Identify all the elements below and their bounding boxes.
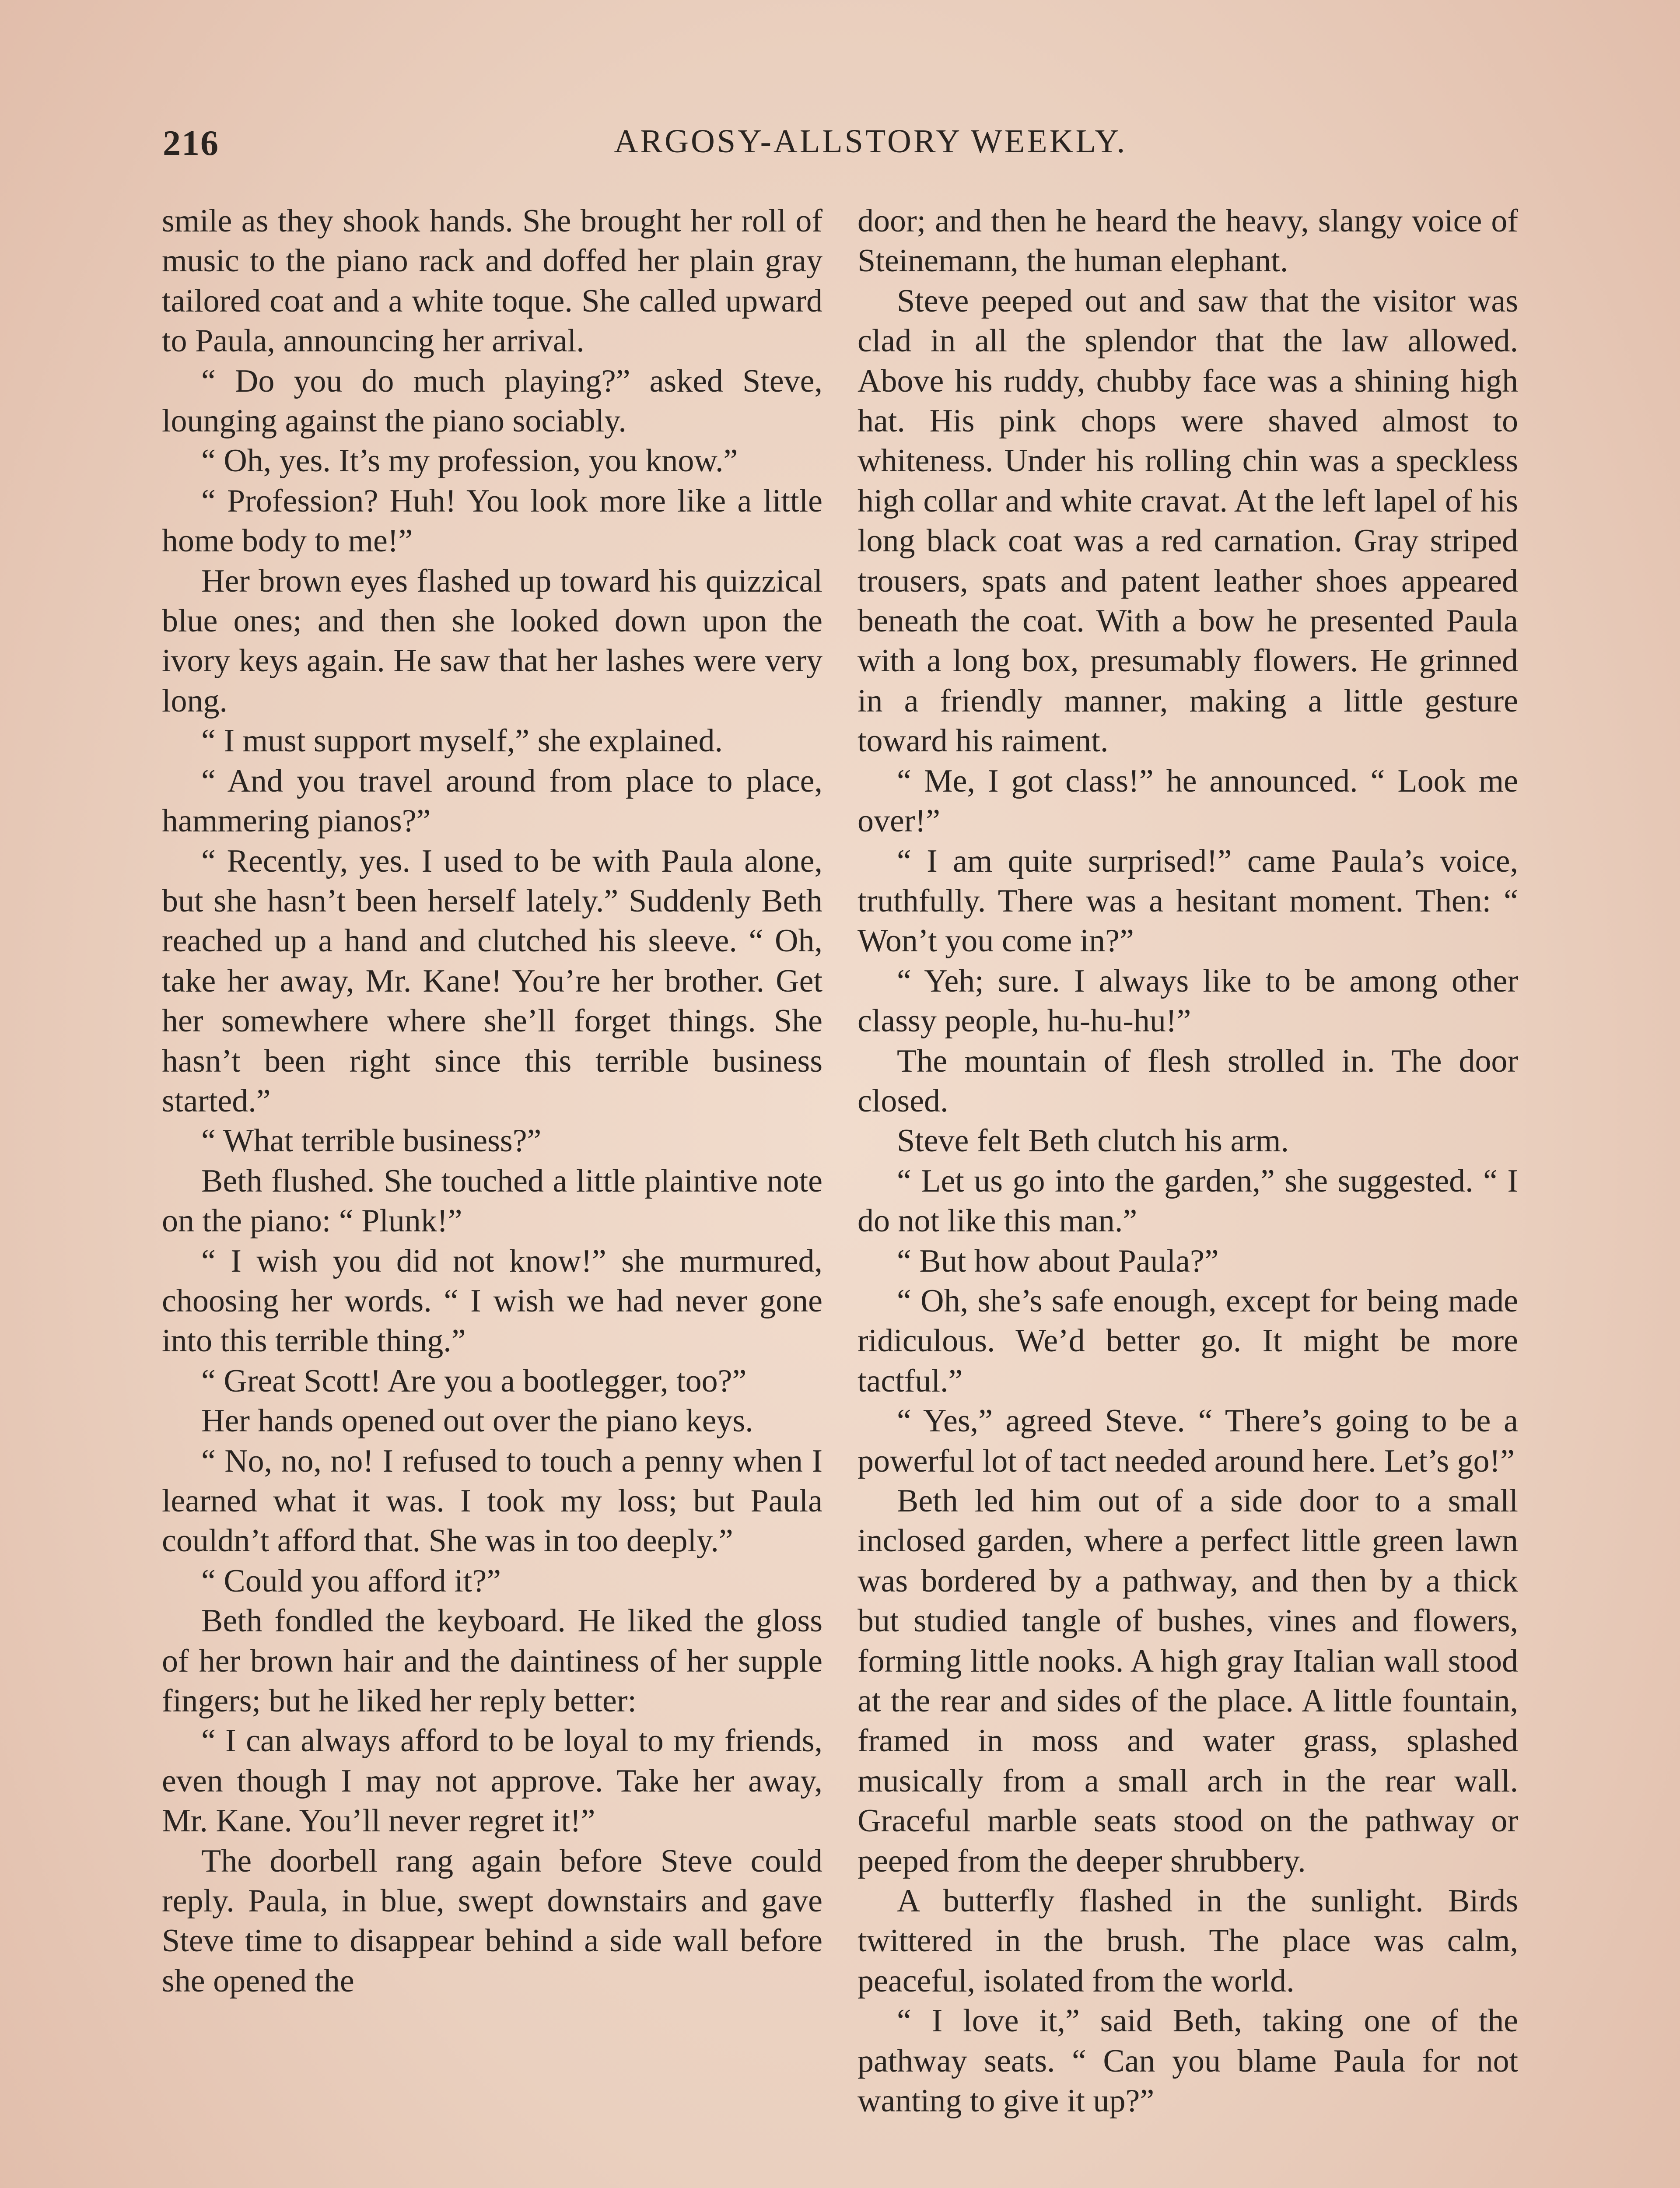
- paragraph: Beth led him out of a side door to a small inclosed garden, where a perfect little green lawn was bordered by a pathway, and then by a thick but studied tangle of bushes, vines and flowers, forming little nooks. A high gray Italian wall stood at the rear and sides of the place. A little fountain, framed in moss and water grass, splashed musically from a small arch in the rear wall. Graceful marble seats stood on the pathway or peeped from the deeper shrubbery.: [858, 1483, 1518, 1879]
- paragraph: “ Recently, yes. I used to be with Paula alone, but she hasn’t been herself lately.” Suddenly Beth reached up a hand and clutched his sleeve. “ Oh, take her away, Mr. Kane! You’re her brother. Get her somewhere where she’ll forget things. She hasn’t been right since this terrible business started.”: [162, 843, 822, 1119]
- paragraph: door; and then he heard the heavy, slangy voice of Steinemann, the human elephant.: [858, 203, 1518, 279]
- paragraph: The mountain of flesh strolled in. The door closed.: [858, 1043, 1518, 1119]
- paragraph: “ I wish you did not know!” she murmured, choosing her words. “ I wish we had never gone into this terrible thing.”: [162, 1243, 822, 1359]
- paragraph: “ Great Scott! Are you a bootlegger, too?”: [201, 1363, 747, 1399]
- paragraph: “ But how about Paula?”: [897, 1243, 1219, 1279]
- paragraph: A butterfly flashed in the sunlight. Birds twittered in the brush. The place was calm, peaceful, isolated from the world.: [858, 1883, 1518, 1999]
- right-column: [858, 201, 1518, 2121]
- paragraph: “ Oh, yes. It’s my profession, you know.”: [201, 443, 738, 479]
- paragraph: “ I can always afford to be loyal to my friends, even though I may not approve. Take her away, Mr. Kane. You’ll never regret it!”: [162, 1723, 822, 1839]
- paragraph: “ I am quite surprised!” came Paula’s voice, truthfully. There was a hesitant moment. Then: “ Won’t you come in?”: [858, 843, 1518, 959]
- running-title: ARGOSY-ALLSTORY WEEKLY.: [614, 123, 1127, 160]
- paragraph: Beth fondled the keyboard. He liked the gloss of her brown hair and the daintiness of her supple fingers; but he liked her reply better:: [162, 1603, 822, 1719]
- left-column: [162, 201, 822, 2001]
- paragraph: “ Oh, she’s safe enough, except for being made ridiculous. We’d better go. It might be more tactful.”: [858, 1283, 1518, 1399]
- paragraph: Steve peeped out and saw that the visitor was clad in all the splendor that the law allowed. Above his ruddy, chubby face was a shining high hat. His pink chops were shaved almost to whiteness. Under his rolling chin was a speckless high collar and white cravat. At the left lapel of his long black coat was a red carnation. Gray striped trousers, spats and patent leather shoes appeared beneath the coat. With a bow he presented Paula with a long box, presumably flowers. He grinned in a friendly manner, making a little gesture toward his raiment.: [858, 283, 1518, 759]
- paragraph: smile as they shook hands. She brought her roll of music to the piano rack and doffed her plain gray tailored coat and a white toque. She called upward to Paula, announcing her arrival.: [162, 203, 822, 359]
- page-number: 216: [163, 123, 219, 163]
- page-header: [163, 123, 1517, 175]
- paragraph: “ Profession? Huh! You look more like a little home body to me!”: [162, 483, 822, 559]
- paragraph: “ Yes,” agreed Steve. “ There’s going to be a powerful lot of tact needed around here. Let’s go!”: [858, 1403, 1518, 1479]
- paragraph: Her hands opened out over the piano keys.: [201, 1403, 753, 1439]
- paragraph: “ Let us go into the garden,” she suggested. “ I do not like this man.”: [858, 1163, 1518, 1239]
- paragraph: “ Me, I got class!” he announced. “ Look me over!”: [858, 763, 1518, 839]
- paragraph: “ Could you afford it?”: [201, 1563, 501, 1599]
- paragraph: “ I must support myself,” she explained.: [201, 723, 723, 759]
- paragraph: “ No, no, no! I refused to touch a penny when I learned what it was. I took my loss; but Paula couldn’t afford that. She was in too deeply.”: [162, 1443, 822, 1559]
- paragraph: Her brown eyes flashed up toward his quizzical blue ones; and then she looked down upon the ivory keys again. He saw that her lashes were very long.: [162, 563, 822, 719]
- paragraph: “ What terrible business?”: [201, 1123, 542, 1159]
- paragraph: “ Do you do much playing?” asked Steve, lounging against the piano sociably.: [162, 363, 822, 439]
- paragraph: “ I love it,” said Beth, taking one of the pathway seats. “ Can you blame Paula for not wanting to give it up?”: [858, 2003, 1518, 2119]
- paragraph: Beth flushed. She touched a little plaintive note on the piano: “ Plunk!”: [162, 1163, 822, 1239]
- paragraph: “ And you travel around from place to place, hammering pianos?”: [162, 763, 822, 839]
- paragraph: “ Yeh; sure. I always like to be among other classy people, hu-hu-hu!”: [858, 963, 1518, 1039]
- paragraph: Steve felt Beth clutch his arm.: [897, 1123, 1289, 1159]
- paragraph: The doorbell rang again before Steve could reply. Paula, in blue, swept downstairs and gave Steve time to disappear behind a side wall before she opened the: [162, 1843, 822, 1999]
